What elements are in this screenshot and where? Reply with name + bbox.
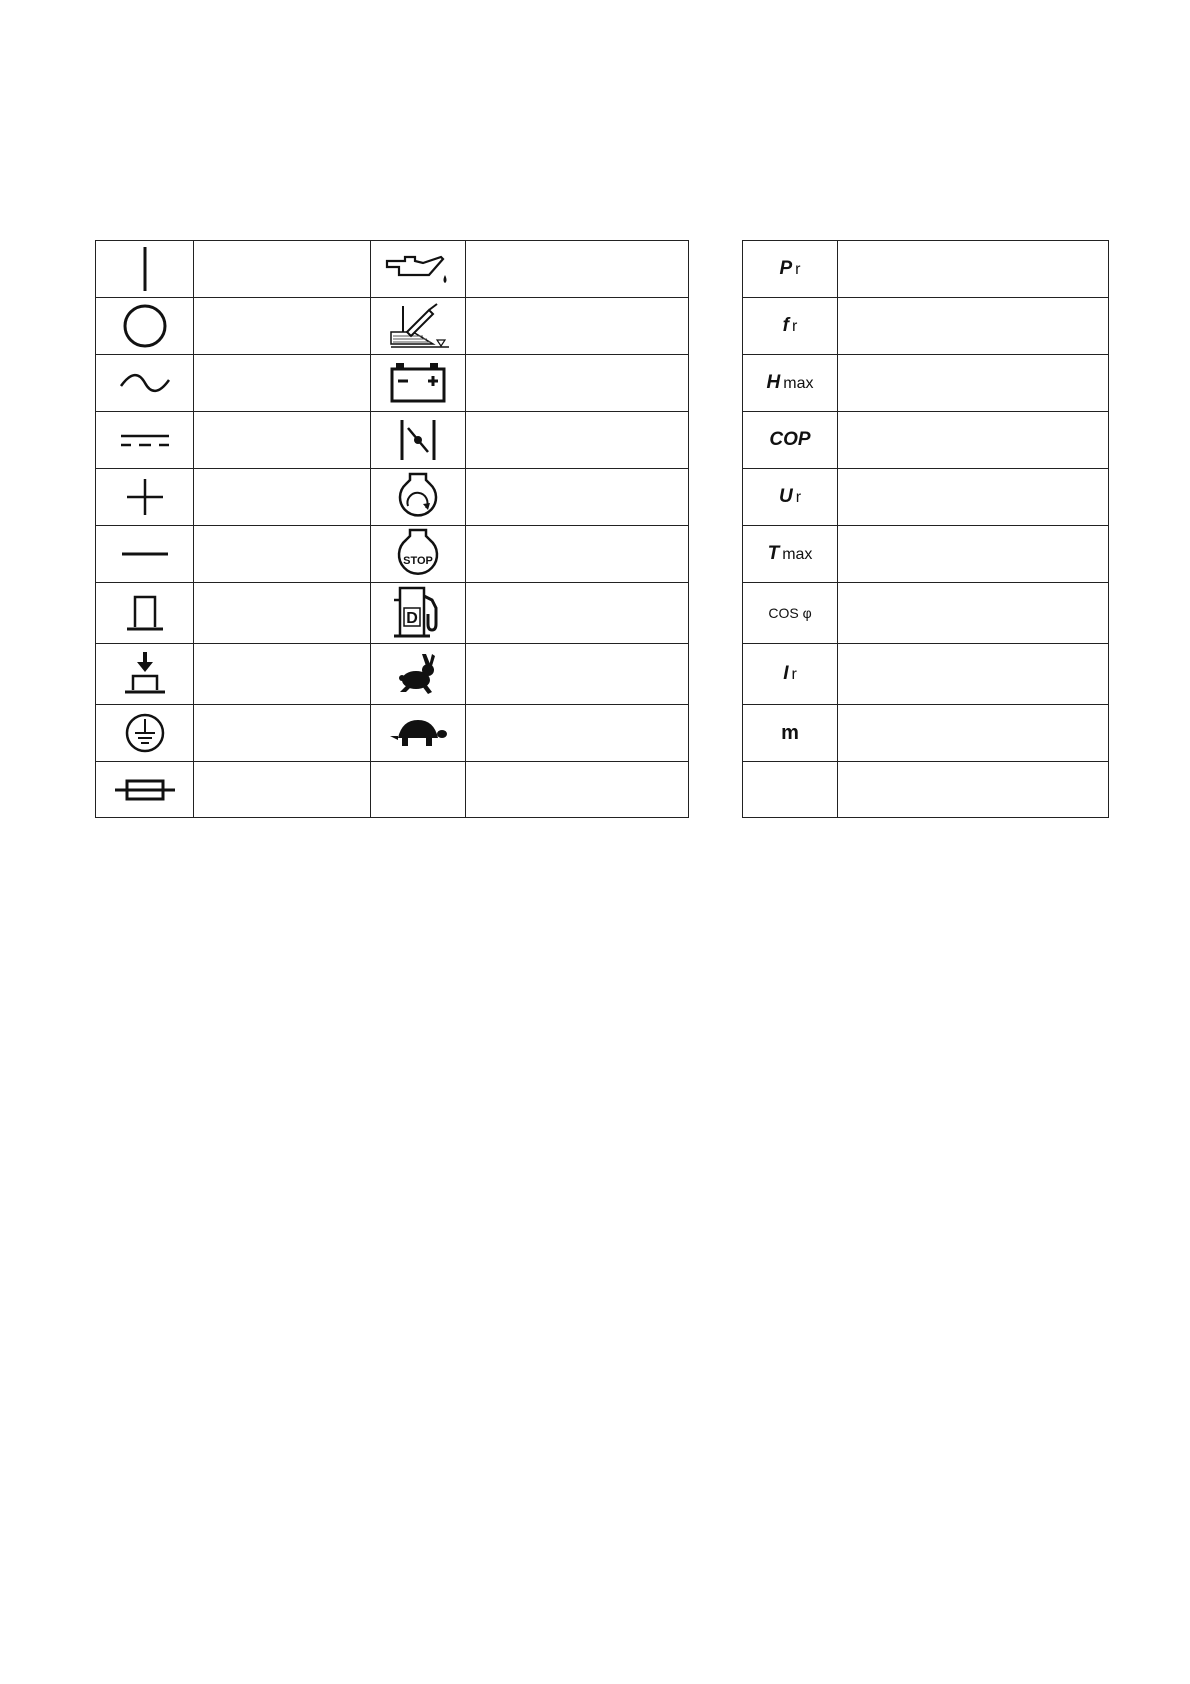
pictogram-description — [466, 583, 689, 644]
pictogram-description — [466, 526, 689, 583]
table-row — [96, 705, 689, 762]
symbol-description — [194, 298, 371, 355]
symbol-main: f — [782, 315, 789, 336]
pictogram-table — [95, 240, 689, 818]
turtle-slow-icon — [371, 705, 466, 762]
symbol-cell — [743, 412, 838, 469]
symbol-description — [194, 469, 371, 526]
refuel-oil-dipstick-icon — [371, 298, 466, 355]
symbol-main: I — [783, 663, 789, 684]
battery-icon — [371, 355, 466, 412]
abbreviation-table — [742, 240, 1109, 818]
symbol-description — [838, 241, 1109, 298]
plus-icon — [96, 469, 194, 526]
symbol-description — [838, 469, 1109, 526]
symbol-description — [194, 644, 371, 705]
table-row — [96, 583, 689, 644]
pictogram-description — [466, 355, 689, 412]
table-row — [96, 644, 689, 705]
table-row — [743, 526, 1109, 583]
button-released-icon — [96, 583, 194, 644]
symbol-description — [194, 412, 371, 469]
symbol-sub: r — [795, 489, 802, 506]
symbol-cell — [743, 583, 838, 644]
symbol-main: COS φ — [768, 605, 812, 621]
pictogram-description — [466, 644, 689, 705]
symbol-description — [194, 355, 371, 412]
direct-current-icon — [96, 412, 194, 469]
table-row — [743, 298, 1109, 355]
symbol-description — [838, 298, 1109, 355]
choke-icon — [371, 412, 466, 469]
alternating-current-icon — [96, 355, 194, 412]
oil-can-icon — [371, 241, 466, 298]
symbol-sub: max — [783, 375, 814, 392]
table-row — [96, 412, 689, 469]
symbol-description — [194, 705, 371, 762]
table-row — [743, 644, 1109, 705]
symbol-sub: max — [782, 546, 813, 563]
table-row — [96, 241, 689, 298]
svg-text:STOP: STOP — [403, 555, 433, 567]
symbol-description — [838, 762, 1109, 818]
symbol-description — [194, 241, 371, 298]
button-pressed-icon — [96, 644, 194, 705]
symbol-description — [838, 644, 1109, 705]
symbol-cell — [743, 526, 838, 583]
rabbit-fast-icon — [371, 644, 466, 705]
symbol-main: COP — [769, 429, 811, 450]
symbol-description — [194, 762, 371, 818]
symbol-sub: r — [792, 318, 798, 335]
table-row — [96, 526, 689, 583]
engine-start-icon — [371, 469, 466, 526]
table-row — [743, 583, 1109, 644]
pictogram-description — [466, 241, 689, 298]
symbol-cell — [743, 469, 838, 526]
table-row — [743, 469, 1109, 526]
table-row — [743, 355, 1109, 412]
symbol-description — [194, 583, 371, 644]
table-row — [96, 298, 689, 355]
diesel-fuel-icon — [371, 583, 466, 644]
symbol-description — [838, 583, 1109, 644]
symbol-main: m — [781, 721, 799, 744]
switch-off-circle-icon — [96, 298, 194, 355]
table-row — [96, 469, 689, 526]
symbol-description — [194, 526, 371, 583]
table-row — [96, 762, 689, 818]
symbol-description — [838, 705, 1109, 762]
pictogram-description — [466, 762, 689, 818]
symbol-sub: r — [795, 261, 801, 278]
symbol-main: U — [778, 486, 793, 507]
symbol-cell — [743, 355, 838, 412]
pictogram-description — [466, 412, 689, 469]
pictogram-description — [466, 298, 689, 355]
pictogram-empty-cell — [371, 762, 466, 818]
table-row — [96, 355, 689, 412]
symbol-cell — [743, 241, 838, 298]
minus-icon — [96, 526, 194, 583]
fuse-icon — [96, 762, 194, 818]
symbol-main: P — [779, 258, 793, 279]
switch-on-line-icon — [96, 241, 194, 298]
symbol-cell — [743, 644, 838, 705]
engine-stop-icon — [371, 526, 466, 583]
symbol-cell — [743, 762, 838, 818]
symbol-main: H — [766, 372, 781, 393]
pictogram-description — [466, 705, 689, 762]
symbol-description — [838, 526, 1109, 583]
table-row — [743, 412, 1109, 469]
protective-earth-icon — [96, 705, 194, 762]
symbol-sub: r — [791, 666, 797, 683]
symbol-main: T — [767, 543, 780, 564]
symbol-cell — [743, 705, 838, 762]
pictogram-description — [466, 469, 689, 526]
svg-text:D: D — [406, 610, 418, 627]
symbol-description — [838, 355, 1109, 412]
table-row — [743, 762, 1109, 818]
symbol-cell — [743, 298, 838, 355]
table-row — [743, 241, 1109, 298]
symbol-description — [838, 412, 1109, 469]
table-row — [743, 705, 1109, 762]
